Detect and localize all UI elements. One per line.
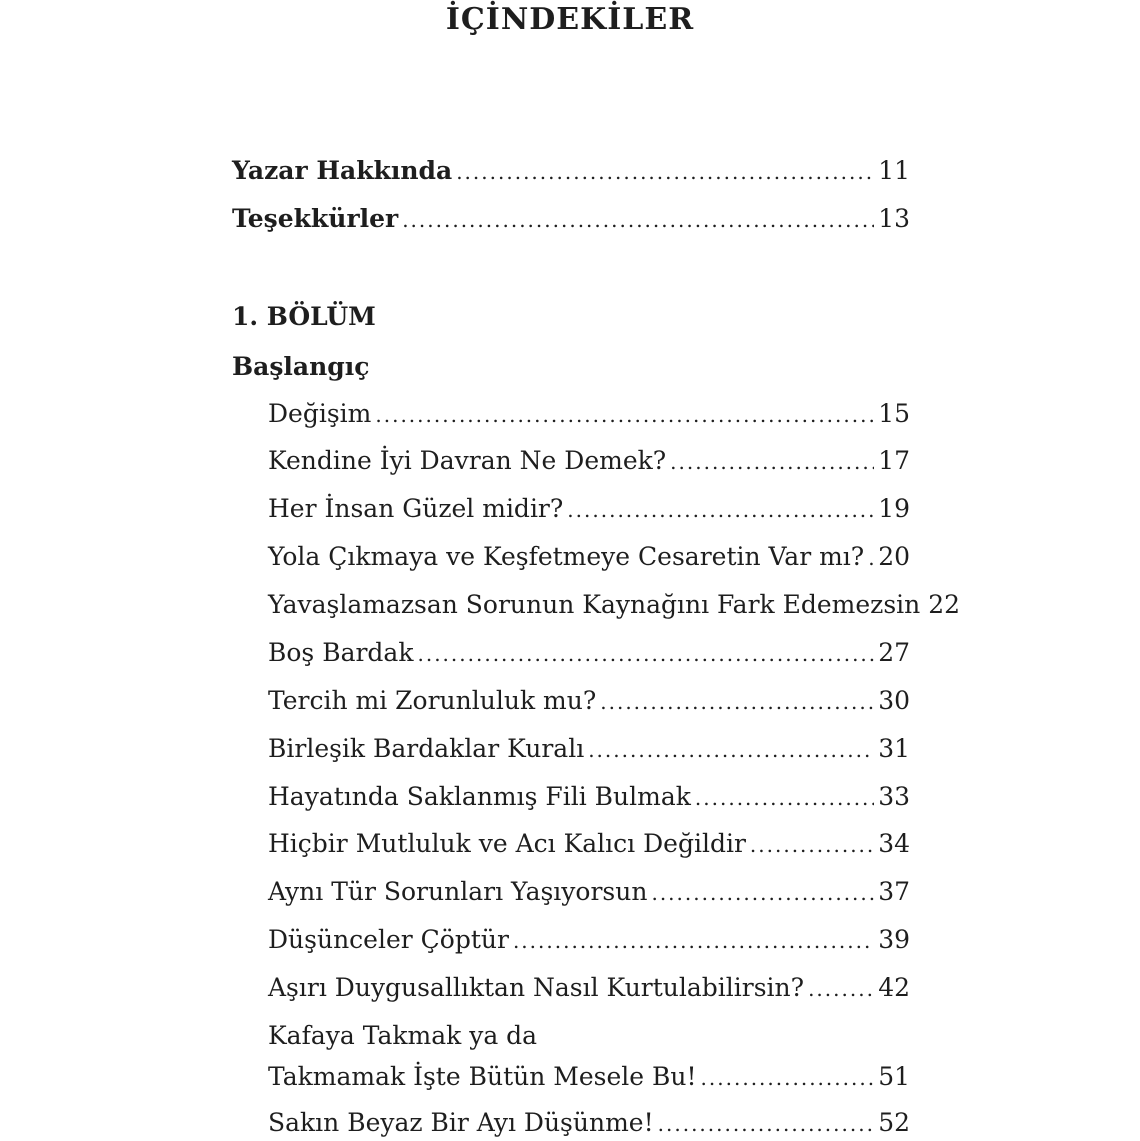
toc-entry-line1: Kafaya Takmak ya da — [268, 1021, 538, 1050]
toc-entry-label: Hiçbir Mutluluk ve Acı Kalıcı Değildir — [268, 829, 746, 858]
toc-entry — [268, 588, 961, 622]
leader-dots — [750, 828, 874, 862]
toc-entry-page: 33 — [878, 782, 910, 811]
leader-dots — [651, 876, 874, 910]
leader-dots — [375, 398, 874, 432]
toc-entry — [268, 971, 910, 1005]
toc-entry — [268, 540, 910, 574]
toc-entry-label: Teşekkürler — [232, 204, 399, 233]
toc-entry — [268, 1060, 910, 1094]
leader-dots — [670, 445, 874, 479]
toc-entry-page: 34 — [878, 829, 910, 858]
toc-entry-page: 52 — [878, 1108, 910, 1137]
toc-entry-label: Yazar Hakkında — [232, 156, 453, 185]
toc-entry — [268, 875, 910, 909]
leader-dots — [695, 781, 874, 815]
section-heading: 1. BÖLÜM — [232, 302, 376, 331]
leader-dots — [567, 493, 874, 527]
leader-dots — [402, 203, 874, 237]
leader-dots — [513, 924, 874, 958]
toc-entry-label: Düşünceler Çöptür — [268, 925, 509, 954]
toc-entry-page: 17 — [878, 446, 910, 475]
toc-entry-page: 19 — [878, 494, 910, 523]
toc-entry-author — [232, 154, 910, 188]
toc-entry-page: 39 — [878, 925, 910, 954]
leader-dots — [868, 541, 874, 575]
toc-entry-label: Değişim — [268, 399, 372, 428]
leader-dots — [456, 155, 874, 189]
toc-entry — [268, 732, 910, 766]
toc-entry-page: 31 — [878, 734, 910, 763]
toc-entry-label: Yavaşlamazsan Sorunun Kaynağını Fark Edemezsin — [268, 590, 921, 619]
leader-dots — [417, 637, 874, 671]
toc-entry-page: 11 — [878, 156, 910, 185]
toc-entry-label: Aşırı Duygusallıktan Nasıl Kurtulabilirsin? — [268, 973, 805, 1002]
toc-entry — [268, 492, 910, 526]
toc-entry-label: Takmamak İşte Bütün Mesele Bu! — [268, 1062, 697, 1091]
toc-entry-label: Birleşik Bardaklar Kuralı — [268, 734, 585, 763]
toc-entry — [268, 684, 910, 718]
toc-entry — [268, 827, 910, 861]
toc-entry-label: Kendine İyi Davran Ne Demek? — [268, 446, 667, 475]
toc-entry-thanks — [232, 202, 910, 236]
leader-dots — [658, 1107, 875, 1141]
toc-entry-page: 37 — [878, 877, 910, 906]
leader-dots — [588, 733, 874, 767]
toc-entry — [268, 1106, 910, 1140]
toc-entry-page: 20 — [878, 542, 910, 571]
toc-entry — [268, 636, 910, 670]
toc-entry-label: Boş Bardak — [268, 638, 414, 667]
toc-entry-page: 22 — [928, 590, 961, 619]
toc-entry-page: 51 — [878, 1062, 910, 1091]
toc-entry-label: Her İnsan Güzel midir? — [268, 494, 564, 523]
toc-entry-label: Hayatında Saklanmış Fili Bulmak — [268, 782, 691, 811]
toc-entry-label: Yola Çıkmaya ve Keşfetmeye Cesaretin Var mı? — [268, 542, 865, 571]
toc-entry-page: 13 — [878, 204, 910, 233]
toc-entry-label: Aynı Tür Sorunları Yaşıyorsun — [268, 877, 648, 906]
leader-dots — [808, 972, 874, 1006]
leader-dots — [701, 1061, 875, 1095]
toc-entry-label: Tercih mi Zorunluluk mu? — [268, 686, 597, 715]
toc-entry-page: 27 — [878, 638, 910, 667]
section-subheading: Başlangıç — [232, 352, 370, 381]
page-title: İÇİNDEKİLER — [445, 2, 695, 37]
toc-entry-page: 15 — [878, 399, 910, 428]
leader-dots — [600, 685, 874, 719]
toc-entry — [268, 444, 910, 478]
toc-entry — [268, 397, 910, 431]
toc-entry-page: 30 — [878, 686, 910, 715]
toc-entry — [268, 923, 910, 957]
toc-entry — [268, 780, 910, 814]
toc-entry-page: 42 — [878, 973, 910, 1002]
toc-entry-label: Sakın Beyaz Bir Ayı Düşünme! — [268, 1108, 654, 1137]
